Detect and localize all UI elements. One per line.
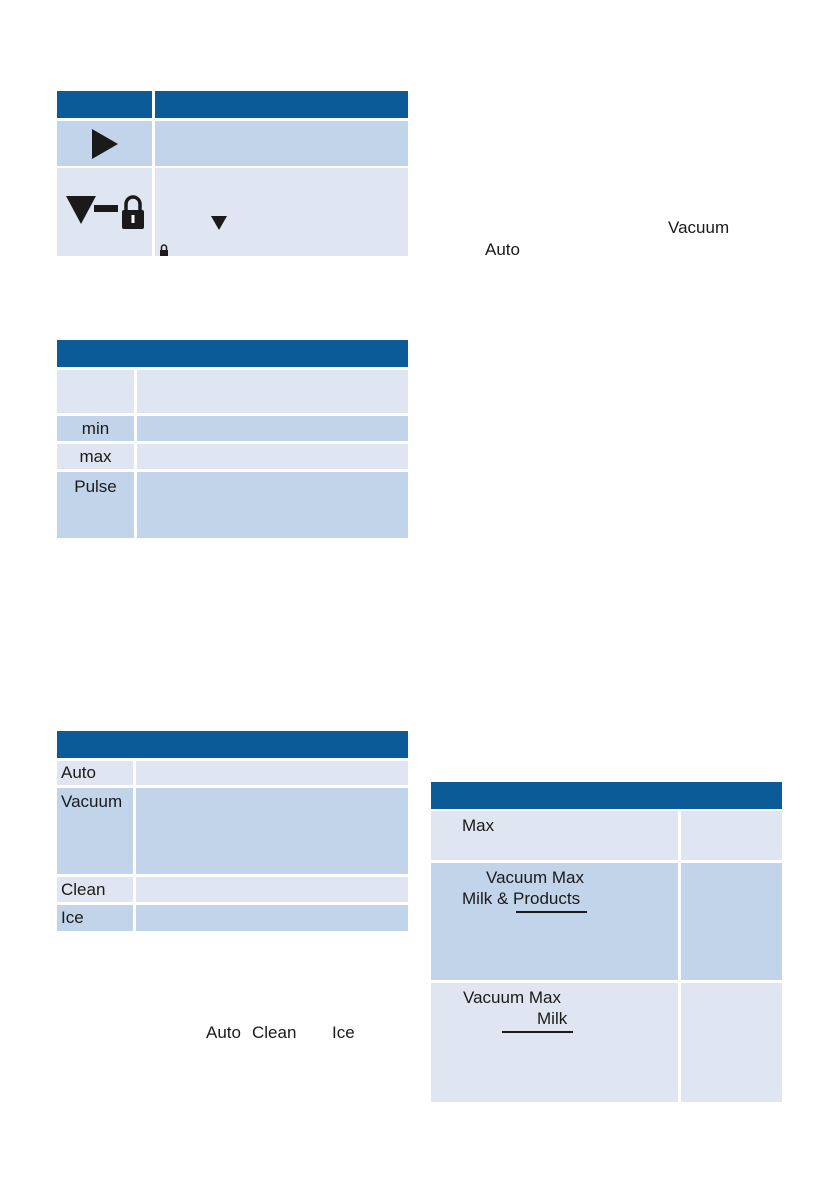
table-row	[137, 444, 408, 469]
lock-icon	[66, 192, 146, 230]
vacuum-row-max-label: Max	[462, 816, 495, 835]
products-underline	[516, 911, 587, 913]
table-row	[136, 905, 408, 931]
speed-table-header	[57, 340, 408, 367]
program-clean-label: Clean	[61, 880, 106, 899]
vacuum-text: Vacuum	[668, 218, 730, 237]
vacuum-max-label: Vacuum Max	[486, 868, 584, 887]
table-row	[136, 788, 408, 874]
table-row	[137, 370, 408, 413]
table-row	[136, 877, 408, 902]
clean-text-bottom: Clean	[252, 1023, 297, 1042]
products-text: Products	[513, 889, 581, 908]
table-row	[155, 121, 408, 166]
milk-products-prefix: Milk &	[462, 889, 513, 908]
speed-max-label: max	[79, 447, 112, 466]
program-auto-label: Auto	[61, 763, 96, 782]
vacuum-max-label-2: Vacuum Max	[463, 988, 561, 1007]
milk-label: Milk	[537, 1009, 568, 1028]
table-row	[137, 416, 408, 441]
controls-table-header	[57, 91, 152, 118]
table-row	[57, 370, 134, 413]
table-row	[136, 761, 408, 785]
ice-text-bottom: Ice	[332, 1023, 355, 1042]
milk-products-label	[462, 889, 580, 909]
auto-text: Auto	[485, 240, 520, 259]
programs-table-header	[57, 731, 408, 758]
program-vacuum-label: Vacuum	[61, 792, 123, 811]
speed-min-label: min	[81, 419, 110, 438]
table-row	[681, 983, 782, 1102]
controls-table-header	[155, 91, 408, 118]
table-row	[681, 863, 782, 980]
speed-pulse-label: Pulse	[74, 477, 117, 496]
program-ice-label: Ice	[61, 908, 84, 927]
auto-text-bottom: Auto	[206, 1023, 241, 1042]
table-row	[137, 472, 408, 538]
milk-underline	[502, 1031, 573, 1033]
table-row	[681, 811, 782, 860]
play-icon	[92, 129, 118, 159]
table-row	[155, 168, 408, 256]
small-triangle-down-icon	[211, 216, 227, 230]
vacuum-table-header	[431, 782, 782, 809]
small-lock-icon	[159, 244, 169, 256]
